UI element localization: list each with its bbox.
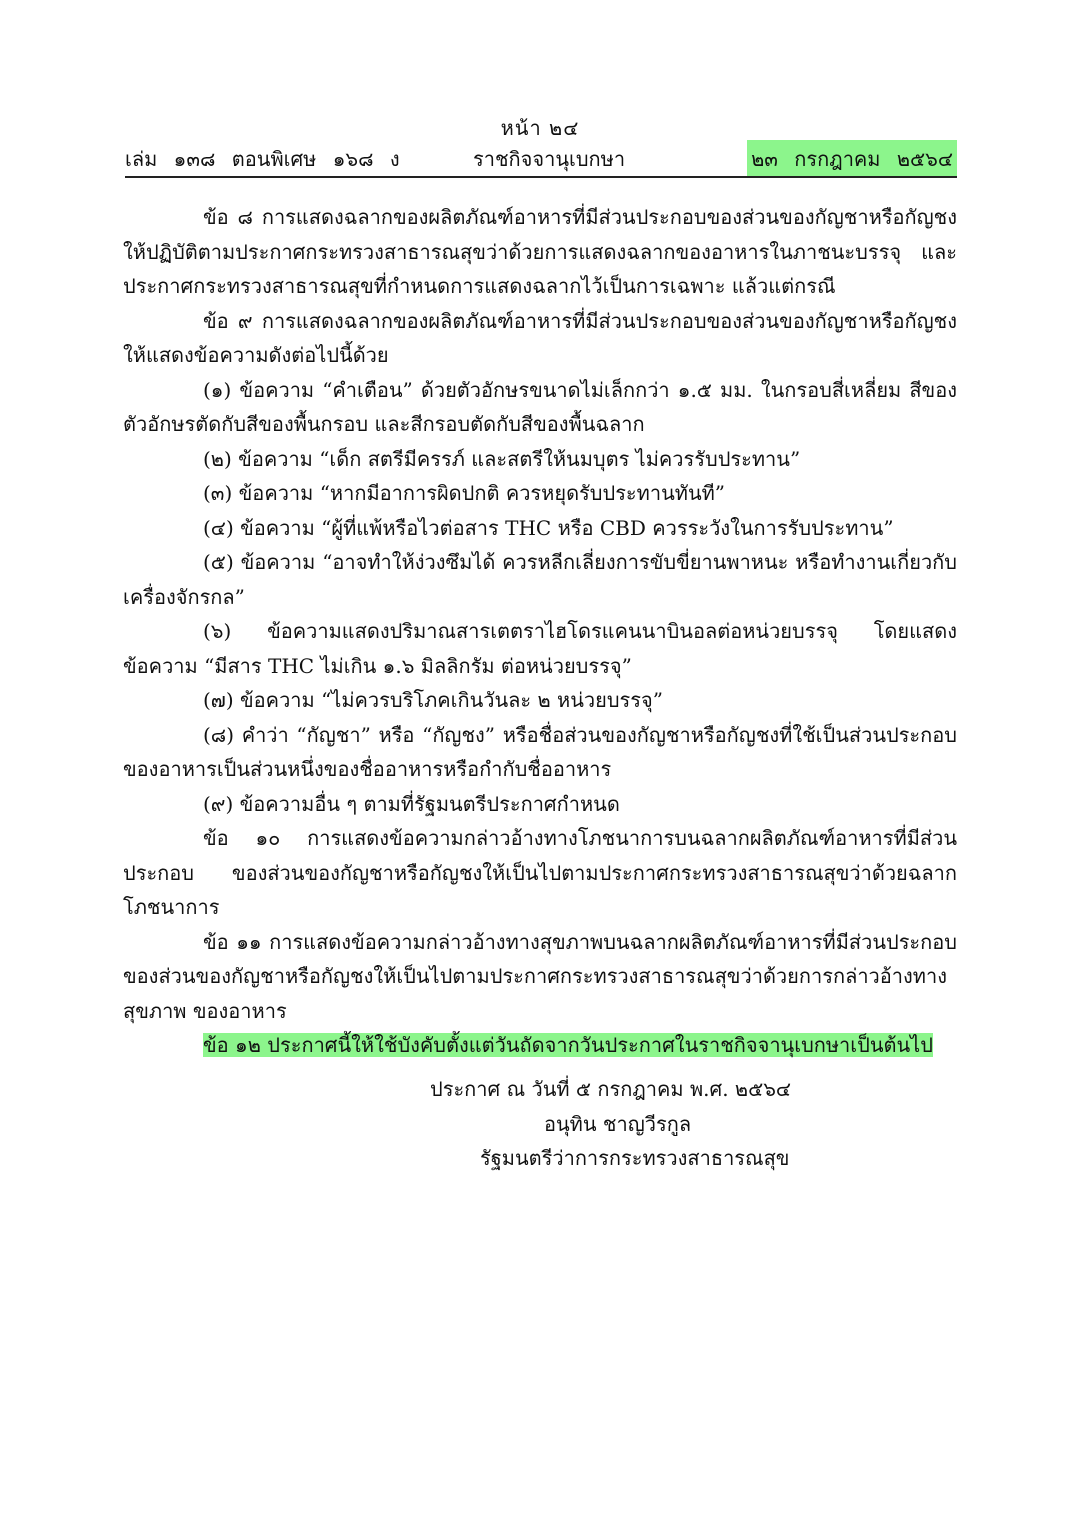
clause-9: ข้อ ๙ การแสดงฉลากของผลิตภัณฑ์อาหารที่มีส่วนประกอบของส่วนของกัญชาหรือกัญชง ให้แสดงข้อความดังต่อไปนี้ด้วย — [123, 308, 957, 367]
clause-9-item-4: (๔) ข้อความ “ผู้ที่แพ้หรือไวต่อสาร THC หรือ CBD ควรระวังในการรับประทาน” — [203, 515, 894, 540]
publication-name: ราชกิจจานุเบกษา — [473, 147, 626, 171]
clause-12-highlight: ข้อ ๑๒ ประกาศนี้ให้ใช้บังคับตั้งแต่วันถัดจากวันประกาศในราชกิจจานุเบกษาเป็นต้นไป — [203, 1033, 933, 1057]
clause-12 — [123, 1028, 957, 1063]
signatory-name: อนุทิน ชาญวีรกูล — [544, 1111, 692, 1136]
gazette-header — [125, 143, 957, 173]
header-divider — [125, 176, 957, 178]
regulation-body — [123, 200, 957, 1063]
clause-9-item-3: (๓) ข้อความ “หากมีอาการผิดปกติ ควรหยุดรับประทานทันที” — [203, 481, 726, 505]
clause-10: ข้อ ๑๐ การแสดงข้อความกล่าวอ้างทางโภชนาการบนฉลากผลิตภัณฑ์อาหารที่มีส่วนประกอบ ของส่วนของกัญชาหรือกัญชงให้เป็นไปตามประกาศกระทรวงสาธารณสุขว่าด้วยฉลากโภชนาการ — [123, 826, 957, 919]
clause-9-item-7: (๗) ข้อความ “ไม่ควรบริโภคเกินวันละ ๒ หน่วยบรรจุ” — [203, 688, 663, 712]
clause-8: ข้อ ๘ การแสดงฉลากของผลิตภัณฑ์อาหารที่มีส่วนประกอบของส่วนของกัญชาหรือกัญชง ให้ปฏิบัติตามประกาศกระทรวงสาธารณสุขว่าด้วยการแสดงฉลากของอาหารในภาชนะบรรจุ และประกาศกระทรวงสาธารณสุขที่กำหนดการแสดงฉลากไว้เป็นการเฉพาะ แล้วแต่กรณี — [123, 205, 957, 298]
signature-block — [430, 1072, 850, 1176]
clause-9-item-9: (๙) ข้อความอื่น ๆ ตามที่รัฐมนตรีประกาศกำหนด — [203, 791, 620, 816]
clause-9-item-2: (๒) ข้อความ “เด็ก สตรีมีครรภ์ และสตรีให้นมบุตร ไม่ควรรับประทาน” — [203, 446, 801, 471]
clause-11: ข้อ ๑๑ การแสดงข้อความกล่าวอ้างทางสุขภาพบนฉลากผลิตภัณฑ์อาหารที่มีส่วนประกอบ ของส่วนของกัญชาหรือกัญชงให้เป็นไปตามประกาศกระทรวงสาธารณสุขว่าด้วยการกล่าวอ้างทางสุขภาพ ของอาหาร — [123, 929, 957, 1023]
volume-info: เล่ม ๑๓๘ ตอนพิเศษ ๑๖๘ ง — [125, 147, 400, 171]
announcement-date: ประกาศ ณ วันที่ ๕ กรกฎาคม พ.ศ. ๒๕๖๔ — [430, 1077, 792, 1101]
signatory-title: รัฐมนตรีว่าการกระทรวงสาธารณสุข — [480, 1146, 790, 1170]
clause-9-item-6: (๖) ข้อความแสดงปริมาณสารเตตราไฮโดรแคนนาบินอลต่อหน่วยบรรจุ โดยแสดงข้อความ “มีสาร THC ไม่เกิน ๑.๖ มิลลิกรัม ต่อหน่วยบรรจุ” — [123, 619, 957, 678]
clause-9-item-5: (๕) ข้อความ “อาจทำให้ง่วงซึมได้ ควรหลีกเลี่ยงการขับขี่ยานพาหนะ หรือทำงานเกี่ยวกับ เครื่องจักรกล” — [123, 550, 957, 609]
clause-9-item-8: (๘) คำว่า “กัญชา” หรือ “กัญชง” หรือชื่อส่วนของกัญชาหรือกัญชงที่ใช้เป็นส่วนประกอบ ของอาหารเป็นส่วนหนึ่งของชื่ออาหารหรือกำกับชื่ออาหาร — [123, 722, 957, 781]
clause-9-item-1: (๑) ข้อความ “คำเตือน” ด้วยตัวอักษรขนาดไม่เล็กกว่า ๑.๕ มม. ในกรอบสี่เหลี่ยม สีของตัวอักษรตัดกับสีของพื้นกรอบ และสีกรอบตัดกับสีของพื้นฉลาก — [123, 377, 957, 436]
page-number: หน้า ๒๔ — [500, 116, 580, 140]
publication-date: ๒๓ กรกฎาคม ๒๕๖๔ — [747, 140, 957, 178]
